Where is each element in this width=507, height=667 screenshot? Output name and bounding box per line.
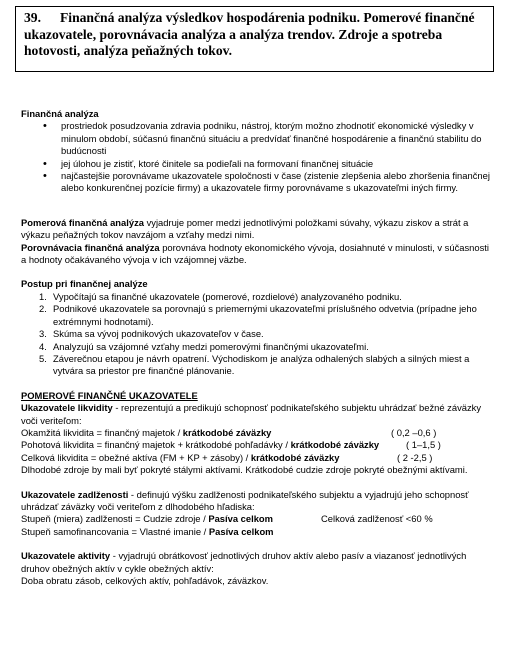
title-box	[15, 6, 494, 72]
term: Ukazovatele aktivity	[21, 550, 111, 562]
formula-celkova: Celková likvidita = obežné aktíva (FM + KP + zásoby) / krátkodobé záväzky ( 2 -2,5 )	[21, 451, 433, 463]
list-item: 4. Analyzujú sa vzájomné vzťahy medzi pomerovými finančnými ukazovateľmi.	[39, 340, 369, 352]
term: Ukazovatele likvidity	[21, 402, 113, 414]
definition: vyjadruje pomer medzi jednotlivými položkami súvahy, výkazu ziskov a strát a výkazu peňažných tokov navzájom a vzťahy medzi nimi.	[21, 216, 469, 241]
question-number: 39.	[24, 10, 41, 25]
postup-steps-list	[21, 291, 491, 378]
formula-okamzita: Okamžitá likvidita = finančný majetok / krátkodobé záväzky ( 0,2 –0,6 )	[21, 426, 437, 438]
aktivity-paragraph	[21, 550, 491, 575]
likvidita-note: Dlhodobé zdroje by mali byť pokryté stálymi aktívami. Krátkodobé cudzie zdroje pokryté obežnými aktívami.	[21, 464, 468, 476]
likvidita-paragraph	[21, 402, 491, 427]
formula-pohotova: Pohotová likvidita = finančný majetok + krátkodobé pohľadávky / krátkodobé záväzky ( 1–1,5 )	[21, 439, 441, 451]
list-item: 3. Skúma sa vývoj podnikových ukazovateľov v čase.	[39, 328, 264, 340]
definition: - vyjadrujú obrátkovosť jednotlivých druhov aktív alebo pasív a viazanosť jednotlivých druhov obežných aktív v cykle obežných aktív:	[21, 550, 467, 574]
porovnavacia-paragraph	[21, 242, 491, 267]
list-item: 1. Vypočítajú sa finančné ukazovatele (pomerové, rozdielové) analyzovaného podniku.	[39, 290, 402, 302]
list-item: 2. Podnikové ukazovatele sa porovnajú s priemernými ukazovateľmi príslušného odvetvia (prípadne jeho extrémnymi hodnotami).	[39, 303, 477, 327]
list-item: 5. Záverečnou etapou je návrh opatrení. Východiskom je analýza odhalených slabých a silných miest a vytvára sa priestor pre finančné plánovanie.	[39, 352, 470, 377]
page-title: Finančná analýza výsledkov hospodárenia podniku. Pomerové finančné ukazovatele, porovnávacia analýza a analýza trendov. Zdroje a spotreba hotovosti, analýza peňažných tokov.	[24, 10, 475, 58]
list-item: • jej úlohou je zistiť, ktoré činitele sa podieľali na formovaní finančnej situácie	[51, 158, 491, 170]
formula-zadlzenost: Stupeň (miera) zadlženosti = Cudzie zdroje / Pasíva celkom Celková zadlženosť <60 %	[21, 513, 433, 525]
formula-samofinancovanie: Stupeň samofinancovania = Vlastné imanie / Pasíva celkom	[21, 525, 274, 537]
section-heading-fa: Finančná analýza	[21, 108, 99, 119]
section-heading-pomerove: POMEROVÉ FINANČNÉ UKAZOVATELE	[21, 389, 198, 401]
term: Pomerová finančná analýza	[21, 216, 144, 228]
list-item: • prostriedok posudzovania zdravia podniku, nástroj, ktorým možno zhodnotiť ekonomické výsledky v minulom období, súčasnú finančnú situáciu a predvídať finančné hospodárenie a finančnú stabilitu do budúcnosti	[51, 120, 491, 157]
fa-bullet-list	[21, 120, 491, 194]
pomerova-paragraph	[21, 217, 491, 242]
document-body	[21, 108, 491, 587]
definition: - definujú výšku zadlženosti podnikateľského subjektu a vyjadrujú jeho schopnosť uhrádzať záväzky voči veriteľom z dlhodobého hľadiska:	[21, 488, 469, 512]
term: Porovnávacia finančná analýza	[21, 241, 160, 253]
zadlzenost-paragraph	[21, 489, 491, 514]
aktivity-line: Doba obratu zásob, celkových aktív, pohľadávok, záväzkov.	[21, 575, 269, 586]
section-heading-postup: Postup pri finančnej analýze	[21, 278, 148, 290]
definition: - reprezentujú a predikujú schopnosť podnikateľského subjektu uhrádzať bežné záväzky voči veriteľom:	[21, 402, 482, 426]
term: Ukazovatele zadlženosti	[21, 488, 129, 500]
definition: porovnáva hodnoty ekonomického vývoja, dosiahnuté v minulosti, v súčasnosti a hodnoty očakávaného vývoja v ich vzájomnej väzbe.	[21, 241, 489, 266]
list-item: • najčastejšie porovnávame ukazovatele spoločnosti v čase (zistenie zlepšenia alebo zhoršenia finančnej alebo konkurenčnej pozície firmy) a ukazovatele firmy porovnávame s ukazovateľmi iných firmy.	[51, 170, 491, 195]
